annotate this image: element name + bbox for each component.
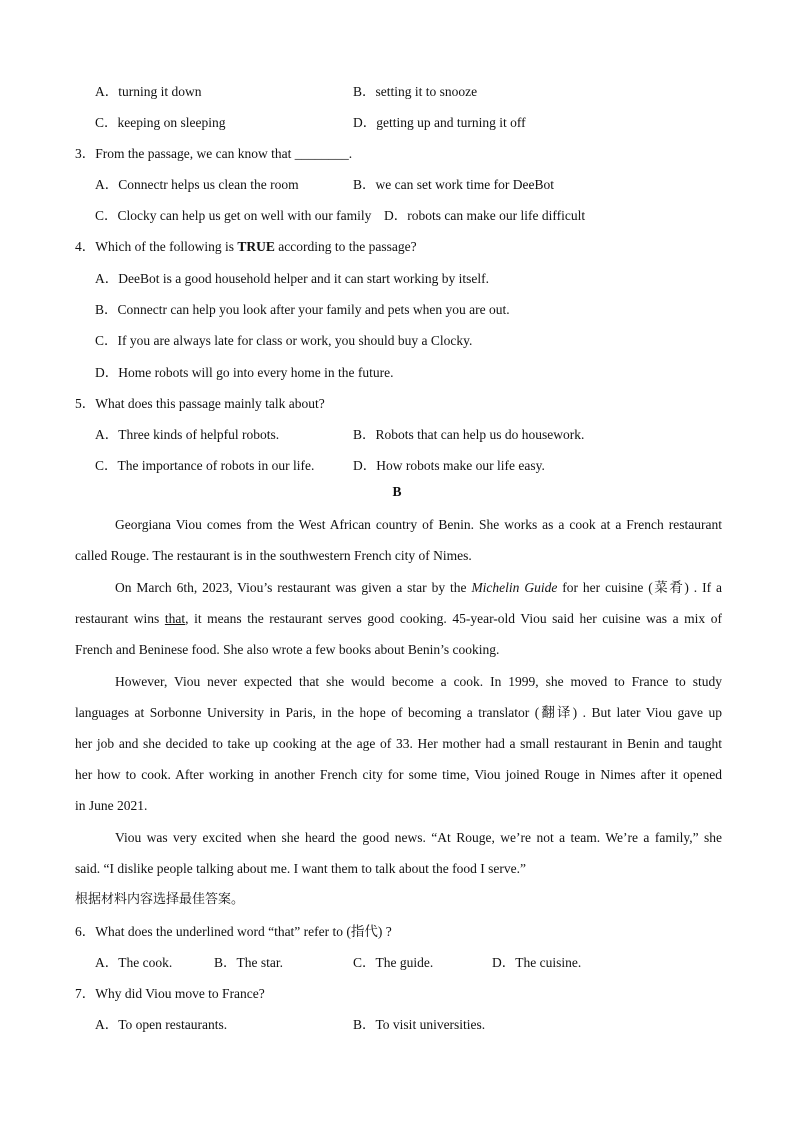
q4-option-a: A．DeeBot is a good household helper and it can start working by itself. <box>95 271 490 286</box>
passage-p2-line3: French and Beninese food. She also wrote a few books about Benin’s cooking. <box>75 642 500 657</box>
passage-p3-line3: her job and she decided to take up cooking at the age of 33. Her mother had a small restaurant in Benin and taught <box>75 736 722 751</box>
q3-option-b: B．we can set work time for DeeBot <box>353 177 554 192</box>
passage-p3-line4: her how to cook. After working in another French city for some time, Viou joined Rouge in Nimes after it opened <box>75 767 722 782</box>
q7-option-a: A．To open restaurants. <box>95 1017 228 1032</box>
q4-option-d: D．Home robots will go into every home in the future. <box>95 365 394 380</box>
q2-option-d: D．getting up and turning it off <box>353 115 526 130</box>
q3-option-a: A．Connectr helps us clean the room <box>95 177 299 192</box>
p2-l2-text-end: , it means the restaurant serves good cooking. 45-year-old Viou said her cuisine was a mix of <box>185 611 722 626</box>
q3-option-d: D．robots can make our life difficult <box>384 208 586 223</box>
q6-option-a: A．The cook. <box>95 955 173 970</box>
passage-p4-line2: said. “I dislike people talking about me. I want them to talk about the food I serve.” <box>75 861 526 876</box>
underlined-word-that: that <box>164 611 186 626</box>
passage-p3-line5: in June 2021. <box>75 798 148 813</box>
instruction-text: 根据材料内容选择最佳答案。 <box>75 892 245 907</box>
michelin-guide-title: Michelin Guide <box>471 580 558 595</box>
q7-stem: 7．Why did Viou move to France? <box>75 986 265 1001</box>
q4-option-c: C．If you are always late for class or work, you should buy a Clocky. <box>95 333 473 348</box>
passage-p3-line2: languages at Sorbonne University in Paris, in the hope of becoming a translator (翻译) . But later Viou gave up <box>75 705 722 720</box>
q5-option-c: C．The importance of robots in our life. <box>95 458 315 473</box>
passage-p4-line1: Viou was very excited when she heard the good news. “At Rouge, we’re not a team. We’re a family,” she <box>115 830 722 845</box>
section-heading: B <box>392 484 402 499</box>
q2-option-c: C．keeping on sleeping <box>95 115 226 130</box>
passage-p1-line1: Georgiana Viou comes from the West African country of Benin. She works as a cook at a French restaurant <box>115 517 722 532</box>
q4-stem-text: 4．Which of the following is <box>75 239 238 254</box>
passage-p2-line2 <box>75 609 722 629</box>
q2-option-b: B．setting it to snooze <box>353 84 478 99</box>
passage-p3-line1: However, Viou never expected that she would become a cook. In 1999, she moved to France to study <box>115 674 722 689</box>
q2-option-a: A．turning it down <box>95 84 202 99</box>
q4-stem-bold: TRUE <box>237 239 275 254</box>
q6-option-d: D．The cuisine. <box>492 955 582 970</box>
q4-stem-text-end: according to the passage? <box>274 239 417 254</box>
q6-stem: 6．What does the underlined word “that” refer to (指代) ? <box>75 924 392 939</box>
q4-stem <box>75 237 417 257</box>
passage-p1-line2: called Rouge. The restaurant is in the southwestern French city of Nimes. <box>75 548 472 563</box>
q7-option-b: B．To visit universities. <box>353 1017 486 1032</box>
q5-option-b: B．Robots that can help us do housework. <box>353 427 585 442</box>
q3-option-c: C．Clocky can help us get on well with our family <box>95 208 372 223</box>
q6-option-c: C．The guide. <box>353 955 434 970</box>
p2-text: On March 6th, 2023, Viou’s restaurant was given a star by the <box>115 580 472 595</box>
p2-l2-text: restaurant wins <box>75 611 165 626</box>
q5-option-d: D．How robots make our life easy. <box>353 458 545 473</box>
p2-text-end: for her cuisine (菜肴) . If a <box>557 580 722 595</box>
passage-p2-line1 <box>115 578 722 598</box>
q4-option-b: B．Connectr can help you look after your family and pets when you are out. <box>95 302 510 317</box>
q5-option-a: A．Three kinds of helpful robots. <box>95 427 280 442</box>
q6-option-b: B．The star. <box>214 955 283 970</box>
q5-stem: 5．What does this passage mainly talk about? <box>75 396 325 411</box>
q3-stem: 3．From the passage, we can know that ________. <box>75 146 353 161</box>
